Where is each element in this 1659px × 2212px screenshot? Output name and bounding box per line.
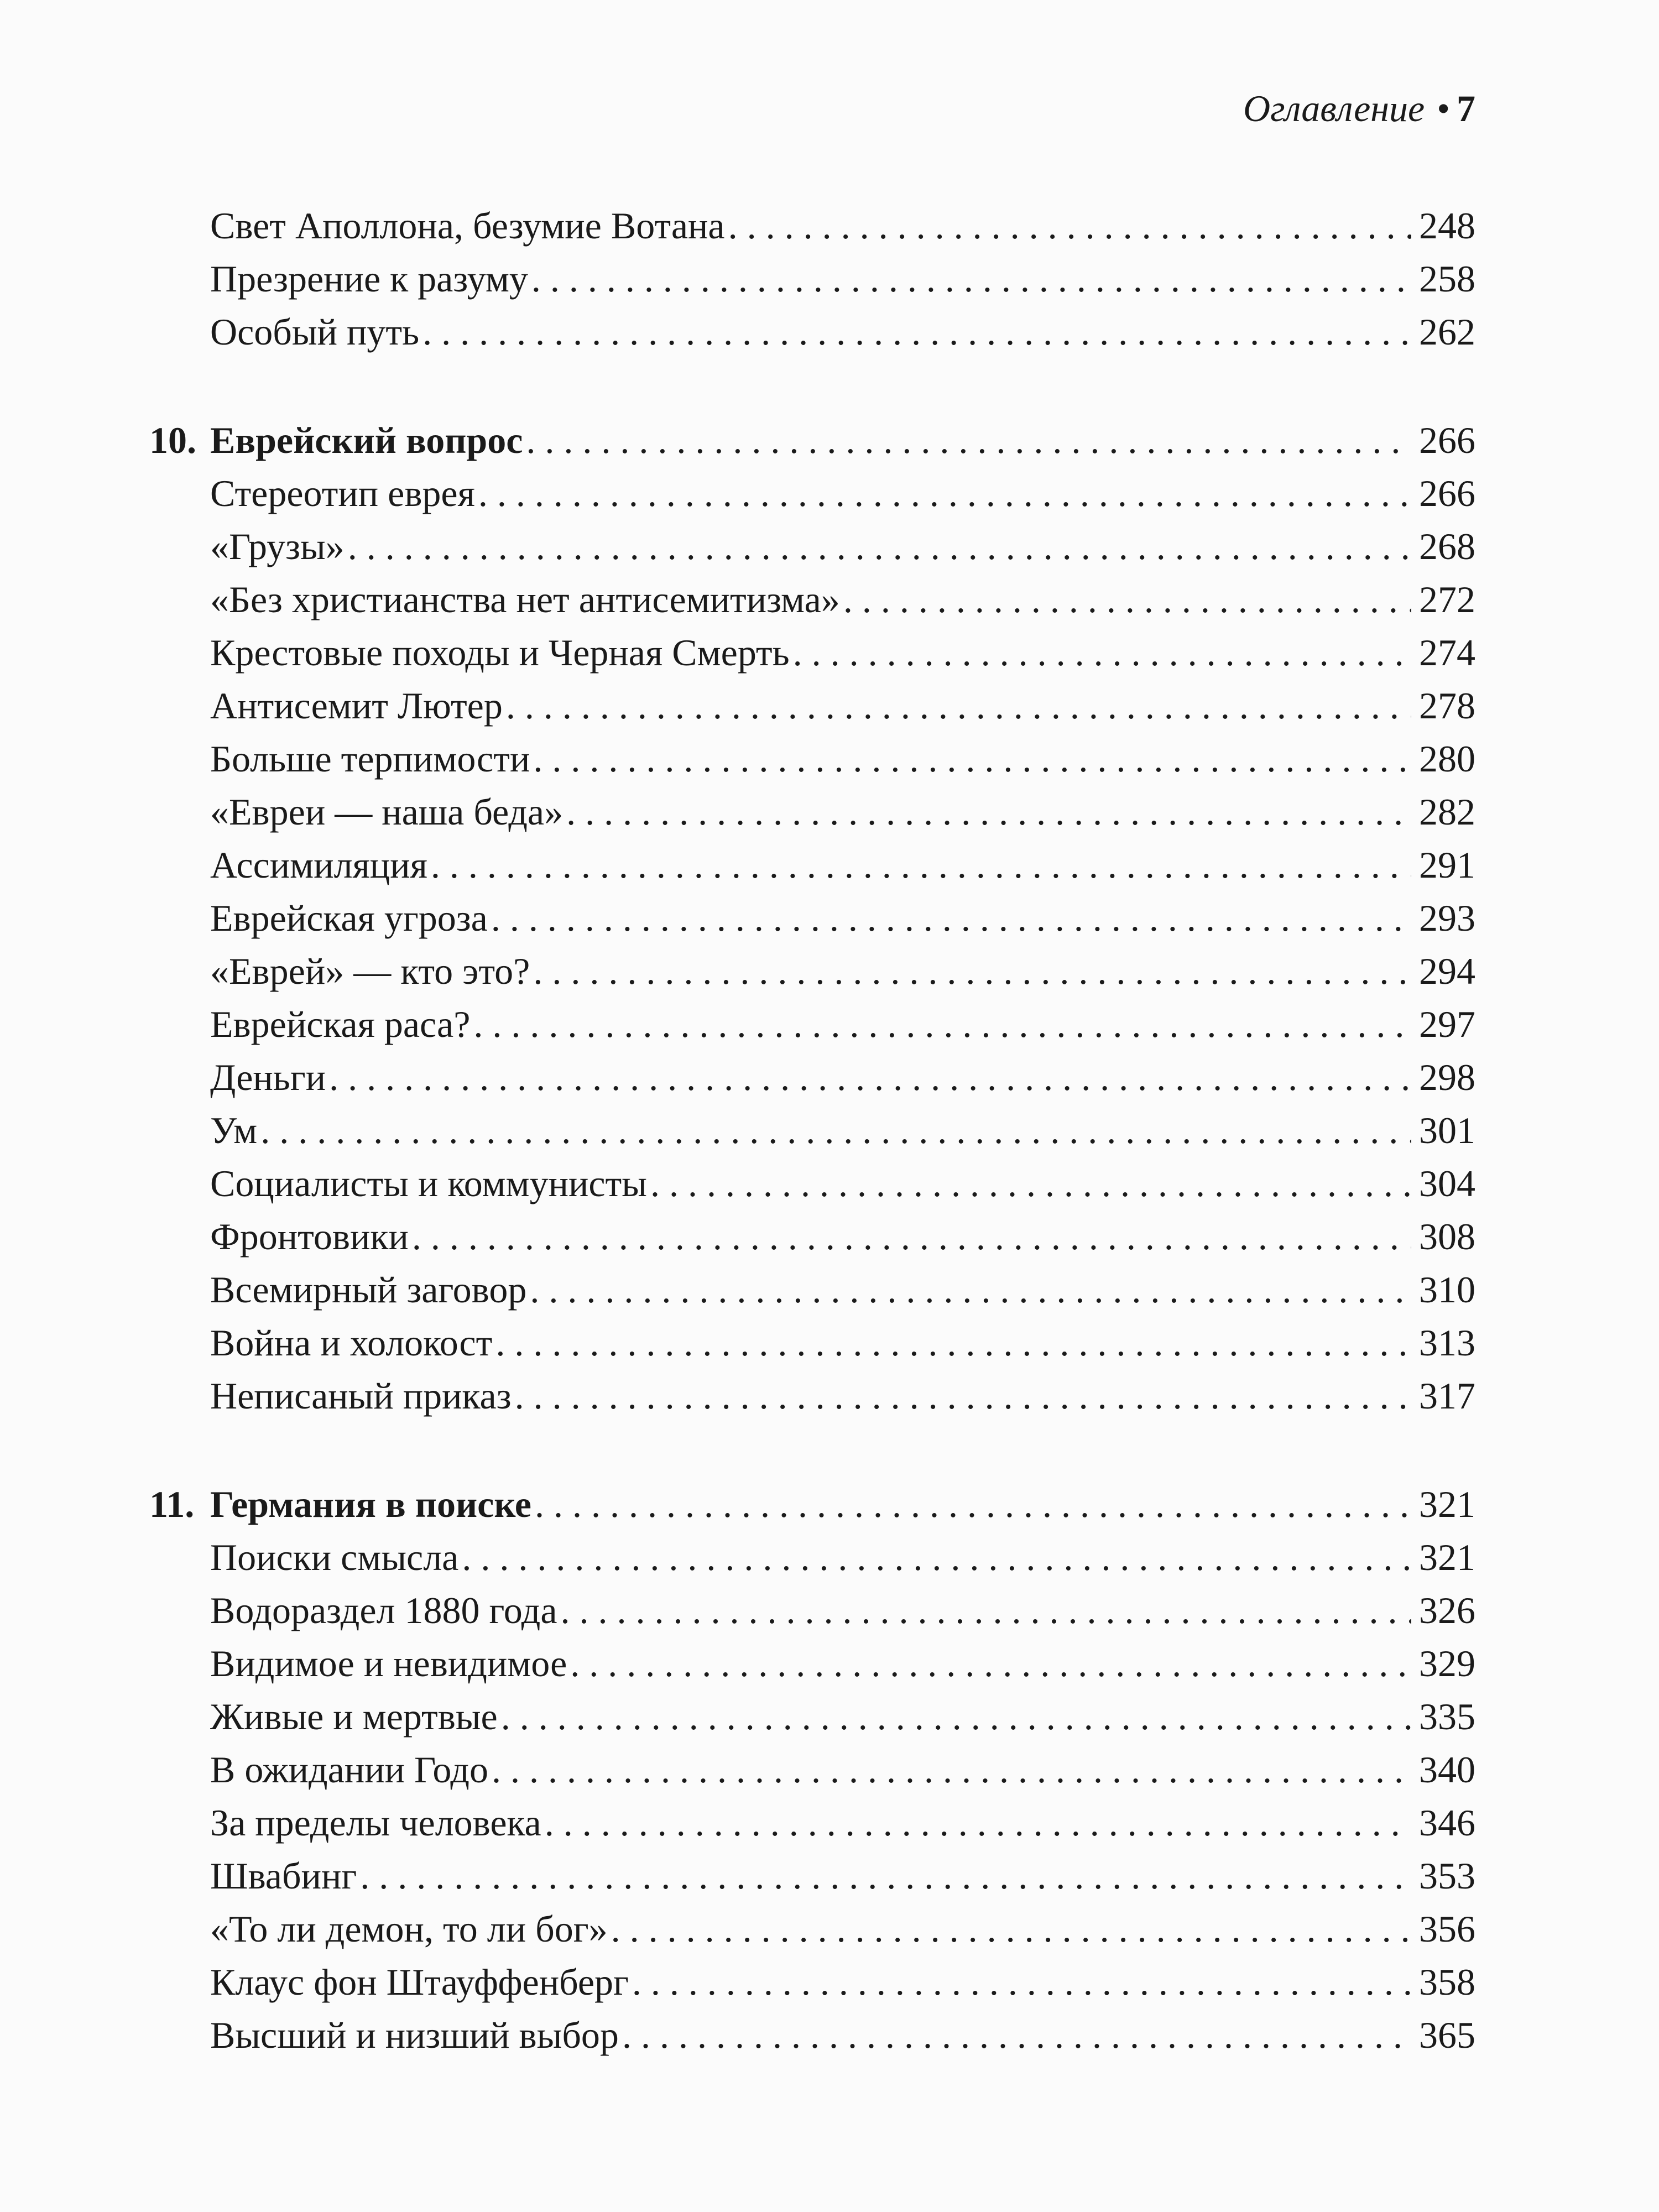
toc-entry-title: Водораздел 1880 года xyxy=(210,1589,557,1631)
toc-page-number: 329 xyxy=(1419,1642,1475,1684)
toc-page-number: 353 xyxy=(1419,1855,1475,1897)
toc-section-row xyxy=(149,199,1475,252)
toc-entry-title: Высший и низший выбор xyxy=(210,2014,619,2056)
toc-section-row xyxy=(149,305,1475,358)
toc-entry-title: Стереотип еврея xyxy=(210,472,475,514)
dot-leader xyxy=(478,467,1411,520)
toc-entry-title: За пределы человека xyxy=(210,1802,541,1844)
dot-leader xyxy=(530,1263,1411,1316)
dot-leader xyxy=(566,785,1411,838)
toc-page-number: 274 xyxy=(1419,632,1475,674)
dot-leader xyxy=(360,1849,1411,1902)
toc-entry-title: Швабинг xyxy=(210,1855,357,1897)
toc-chapter-row xyxy=(149,1478,1475,1531)
toc-page-number: 308 xyxy=(1419,1215,1475,1258)
toc-page-number: 266 xyxy=(1419,419,1475,461)
toc-entry-title: Крестовые походы и Черная Смерть xyxy=(210,632,790,674)
dot-leader xyxy=(526,414,1411,467)
toc-chapter-row xyxy=(149,414,1475,467)
toc-entry-title: Антисемит Лютер xyxy=(210,685,503,727)
toc-page-number: 326 xyxy=(1419,1589,1475,1631)
toc-section-row xyxy=(149,1902,1475,1955)
toc-chapter-number: 10. xyxy=(149,419,196,461)
dot-leader xyxy=(650,1157,1411,1210)
toc-section-row xyxy=(149,1263,1475,1316)
toc-page-number: 282 xyxy=(1419,791,1475,833)
toc-section-row xyxy=(149,945,1475,998)
toc-entry-title: «То ли демон, то ли бог» xyxy=(210,1908,608,1950)
toc-section-row xyxy=(149,1690,1475,1743)
header-bullet: • xyxy=(1437,87,1450,129)
toc-page-number: 258 xyxy=(1419,258,1475,300)
dot-leader xyxy=(533,945,1411,998)
toc-section-row xyxy=(149,1743,1475,1796)
toc-entry-title: В ожидании Годо xyxy=(210,1749,488,1791)
toc-page-number: 321 xyxy=(1419,1483,1475,1525)
toc-entry-title: Свет Аполлона, безумие Вотана xyxy=(210,205,725,247)
header-page-number: 7 xyxy=(1457,87,1475,129)
toc-section-row xyxy=(149,1584,1475,1637)
toc-page-number: 358 xyxy=(1419,1961,1475,2003)
toc-page-number: 262 xyxy=(1419,311,1475,353)
dot-leader xyxy=(422,305,1411,358)
toc-section-row xyxy=(149,1157,1475,1210)
toc-entry-title: Видимое и невидимое xyxy=(210,1642,567,1684)
dot-leader xyxy=(491,891,1411,945)
toc-entry-title: «Грузы» xyxy=(210,525,345,567)
dot-leader xyxy=(561,1584,1411,1637)
dot-leader xyxy=(431,838,1411,891)
toc-section-row xyxy=(149,2008,1475,2062)
toc-page-number: 340 xyxy=(1419,1749,1475,1791)
dot-leader xyxy=(348,520,1411,573)
toc-page-number: 268 xyxy=(1419,525,1475,567)
toc-page-number: 310 xyxy=(1419,1269,1475,1311)
toc-chapter-number: 11. xyxy=(149,1483,195,1525)
toc-section-row xyxy=(149,1316,1475,1369)
dot-leader xyxy=(412,1210,1411,1263)
dot-leader xyxy=(843,573,1411,626)
toc-entry-title: Неписаный приказ xyxy=(210,1375,512,1417)
toc-page-number: 356 xyxy=(1419,1908,1475,1950)
dot-leader xyxy=(793,626,1411,679)
dot-leader xyxy=(611,1902,1411,1955)
toc-entry-title: Клаус фон Штауффенберг xyxy=(210,1961,629,2003)
toc-entry-title: «Еврей» — кто это? xyxy=(210,950,530,992)
toc-entry-title: Презрение к разуму xyxy=(210,258,528,300)
toc-entry-title: Всемирный заговор xyxy=(210,1269,527,1311)
dot-leader xyxy=(531,252,1411,305)
toc-entry-title: «Евреи — наша беда» xyxy=(210,791,564,833)
dot-leader xyxy=(501,1690,1411,1743)
toc-section-row xyxy=(149,732,1475,785)
dot-leader xyxy=(495,1316,1411,1369)
toc-section-row xyxy=(149,785,1475,838)
toc-page-number: 304 xyxy=(1419,1162,1475,1204)
toc-page-number: 293 xyxy=(1419,897,1475,939)
toc-page-number: 301 xyxy=(1419,1109,1475,1151)
toc-section-row xyxy=(149,1849,1475,1902)
dot-leader xyxy=(570,1637,1411,1690)
toc-page-number: 280 xyxy=(1419,738,1475,780)
toc-page-number: 266 xyxy=(1419,472,1475,514)
dot-leader xyxy=(506,679,1411,732)
toc-section-row xyxy=(149,838,1475,891)
toc-page-number: 298 xyxy=(1419,1056,1475,1098)
toc-section-row xyxy=(149,1955,1475,2008)
toc-entry-title: Социалисты и коммунисты xyxy=(210,1162,647,1204)
toc-entry-title: Больше терпимости xyxy=(210,738,530,780)
toc-entry-title: Еврейская раса? xyxy=(210,1003,471,1045)
toc-entry-title: Ум xyxy=(210,1109,258,1151)
toc-section-row xyxy=(149,1531,1475,1584)
dot-leader xyxy=(515,1369,1411,1422)
toc-entry-title: Деньги xyxy=(210,1056,326,1098)
toc-entry-title: Ассимиляция xyxy=(210,844,427,886)
dot-leader xyxy=(462,1531,1411,1584)
toc-entry-title: Фронтовики xyxy=(210,1215,409,1258)
toc-section-row xyxy=(149,467,1475,520)
toc-entry-title: Война и холокост xyxy=(210,1322,493,1364)
toc-entry-title: Еврейский вопрос xyxy=(210,419,523,461)
toc-page-number: 294 xyxy=(1419,950,1475,992)
dot-leader xyxy=(260,1104,1411,1157)
toc-page-number: 272 xyxy=(1419,578,1475,620)
toc-page-number: 248 xyxy=(1419,205,1475,247)
toc-section-row xyxy=(149,1796,1475,1849)
toc-section-row xyxy=(149,891,1475,945)
toc-page-number: 313 xyxy=(1419,1322,1475,1364)
dot-leader xyxy=(533,732,1411,785)
toc-page-number: 346 xyxy=(1419,1802,1475,1844)
running-header xyxy=(1243,87,1475,129)
toc-entry-title: Живые и мертвые xyxy=(210,1695,498,1738)
header-title: Оглавление xyxy=(1243,87,1425,129)
toc-section-row xyxy=(149,1104,1475,1157)
toc-page-number: 321 xyxy=(1419,1536,1475,1578)
dot-leader xyxy=(622,2008,1411,2062)
toc-page-number: 291 xyxy=(1419,844,1475,886)
toc-section-row xyxy=(149,626,1475,679)
toc-entry-title: «Без христианства нет антисемитизма» xyxy=(210,578,840,620)
toc-section-row xyxy=(149,1210,1475,1263)
toc-page-number: 335 xyxy=(1419,1695,1475,1738)
toc-page-number: 365 xyxy=(1419,2014,1475,2056)
toc-page-number: 297 xyxy=(1419,1003,1475,1045)
dot-leader xyxy=(473,998,1411,1051)
toc-entry-title: Поиски смысла xyxy=(210,1536,459,1578)
dot-leader xyxy=(535,1478,1411,1531)
toc-section-row xyxy=(149,998,1475,1051)
toc-entry-title: Германия в поиске xyxy=(210,1483,531,1525)
toc-entry-title: Еврейская угроза xyxy=(210,897,488,939)
toc-page-number: 278 xyxy=(1419,685,1475,727)
toc-page-number: 317 xyxy=(1419,1375,1475,1417)
toc-section-row xyxy=(149,1637,1475,1690)
dot-leader xyxy=(728,199,1411,252)
dot-leader xyxy=(492,1743,1411,1796)
toc-section-row xyxy=(149,679,1475,732)
toc-section-row xyxy=(149,252,1475,305)
toc-entry-title: Особый путь xyxy=(210,311,420,353)
dot-leader xyxy=(632,1955,1411,2008)
dot-leader xyxy=(329,1051,1411,1104)
toc-section-row xyxy=(149,520,1475,573)
toc-section-row xyxy=(149,1051,1475,1104)
toc-section-row xyxy=(149,573,1475,626)
dot-leader xyxy=(545,1796,1411,1849)
toc-section-row xyxy=(149,1369,1475,1422)
